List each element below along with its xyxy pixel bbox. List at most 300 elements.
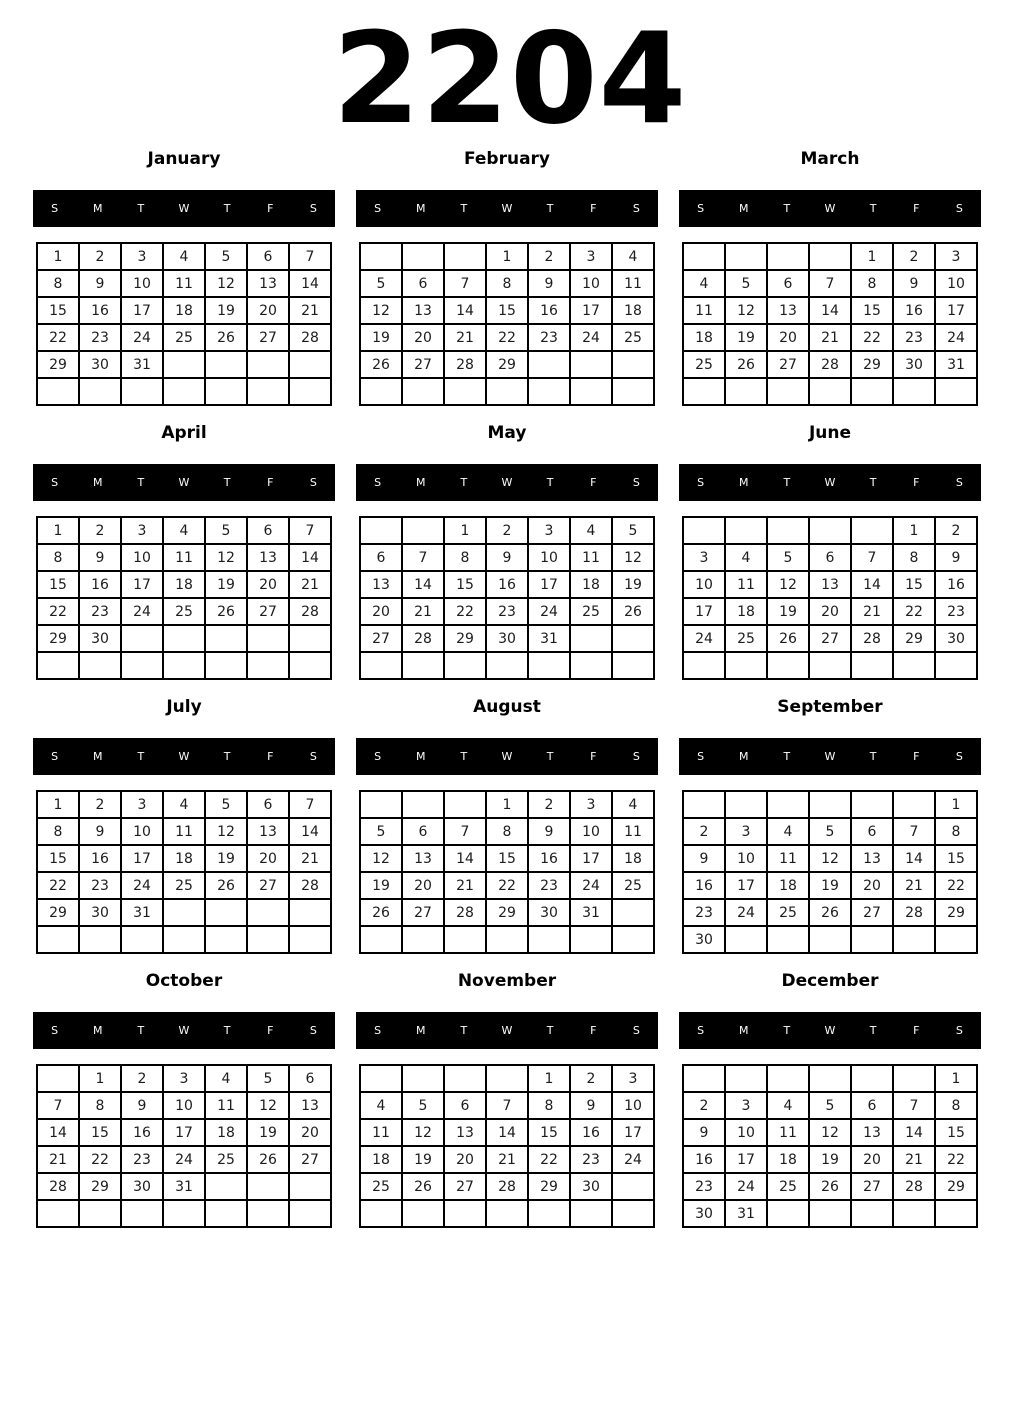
day-cell: 30 — [486, 625, 528, 652]
weekday-label: F — [913, 1024, 920, 1037]
day-cell: 7 — [893, 818, 935, 845]
empty-day-cell — [570, 625, 612, 652]
week-row — [37, 899, 331, 926]
day-cell: 17 — [528, 571, 570, 598]
weekday-label: T — [783, 1024, 791, 1037]
empty-day-cell — [247, 899, 289, 926]
empty-day-cell — [612, 378, 654, 405]
day-cell: 26 — [809, 1173, 851, 1200]
day-cell: 28 — [444, 899, 486, 926]
day-cell: 10 — [121, 818, 163, 845]
day-cell: 18 — [725, 598, 767, 625]
day-cell: 29 — [528, 1173, 570, 1200]
empty-day-cell — [360, 243, 402, 270]
week-row — [360, 571, 654, 598]
weekday-label: W — [824, 750, 836, 763]
day-cell: 25 — [163, 598, 205, 625]
day-cell: 14 — [289, 270, 331, 297]
empty-day-cell — [683, 378, 725, 405]
day-cell: 26 — [205, 324, 247, 351]
day-cell: 18 — [570, 571, 612, 598]
empty-day-cell — [37, 1065, 79, 1092]
day-cell: 14 — [289, 544, 331, 571]
weekday-label: T — [460, 202, 468, 215]
day-cell: 30 — [683, 1200, 725, 1227]
empty-day-cell — [360, 926, 402, 953]
day-cell: 30 — [79, 625, 121, 652]
empty-day-cell — [893, 652, 935, 679]
empty-day-cell — [163, 1200, 205, 1227]
empty-day-cell — [360, 791, 402, 818]
week-row — [37, 1200, 331, 1227]
day-cell: 5 — [360, 270, 402, 297]
week-row — [360, 378, 654, 405]
week-row — [37, 378, 331, 405]
empty-day-cell — [528, 351, 570, 378]
empty-day-cell — [289, 652, 331, 679]
day-cell: 11 — [612, 270, 654, 297]
day-cell: 20 — [767, 324, 809, 351]
day-cell: 26 — [767, 625, 809, 652]
day-cell: 8 — [37, 544, 79, 571]
day-cell: 20 — [851, 872, 893, 899]
day-cell: 3 — [725, 818, 767, 845]
day-cell: 3 — [121, 243, 163, 270]
week-row — [37, 845, 331, 872]
empty-day-cell — [851, 378, 893, 405]
day-cell: 20 — [402, 872, 444, 899]
empty-day-cell — [851, 791, 893, 818]
weekday-label: T — [460, 1024, 468, 1037]
empty-day-cell — [683, 243, 725, 270]
weekday-label: S — [955, 750, 963, 763]
empty-day-cell — [205, 926, 247, 953]
weekday-label: M — [415, 202, 426, 215]
day-cell: 11 — [163, 818, 205, 845]
day-cell: 10 — [570, 818, 612, 845]
day-cell: 12 — [809, 1119, 851, 1146]
day-cell: 31 — [725, 1200, 767, 1227]
day-cell: 22 — [935, 872, 977, 899]
empty-day-cell — [79, 926, 121, 953]
day-cell: 23 — [486, 598, 528, 625]
empty-day-cell — [767, 652, 809, 679]
month-date-grid — [682, 516, 978, 680]
day-cell: 16 — [528, 297, 570, 324]
week-row — [683, 1119, 977, 1146]
week-row — [360, 297, 654, 324]
empty-day-cell — [528, 926, 570, 953]
month-date-grid — [359, 790, 655, 954]
weekday-label: T — [460, 476, 468, 489]
day-cell: 31 — [121, 351, 163, 378]
day-cell: 28 — [851, 625, 893, 652]
day-cell: 14 — [444, 845, 486, 872]
day-cell: 16 — [528, 845, 570, 872]
day-cell: 30 — [570, 1173, 612, 1200]
day-cell: 2 — [528, 243, 570, 270]
day-cell: 6 — [247, 517, 289, 544]
day-cell: 21 — [402, 598, 444, 625]
day-cell: 22 — [893, 598, 935, 625]
empty-day-cell — [683, 791, 725, 818]
empty-day-cell — [360, 517, 402, 544]
day-cell: 19 — [205, 845, 247, 872]
empty-day-cell — [935, 1200, 977, 1227]
day-cell: 1 — [893, 517, 935, 544]
empty-day-cell — [444, 791, 486, 818]
empty-day-cell — [205, 351, 247, 378]
day-cell: 8 — [79, 1092, 121, 1119]
day-cell: 15 — [851, 297, 893, 324]
week-row — [360, 243, 654, 270]
weekday-label: W — [178, 476, 190, 489]
day-cell: 12 — [360, 297, 402, 324]
empty-day-cell — [767, 791, 809, 818]
day-cell: 20 — [360, 598, 402, 625]
empty-day-cell — [809, 1200, 851, 1227]
week-row — [37, 351, 331, 378]
day-cell: 31 — [570, 899, 612, 926]
day-cell: 24 — [725, 1173, 767, 1200]
empty-day-cell — [767, 378, 809, 405]
day-cell: 14 — [486, 1119, 528, 1146]
day-cell: 3 — [570, 243, 612, 270]
day-cell: 16 — [79, 297, 121, 324]
day-cell: 2 — [79, 791, 121, 818]
empty-day-cell — [570, 1200, 612, 1227]
week-row — [360, 926, 654, 953]
month-block-april — [33, 423, 335, 680]
day-cell: 4 — [612, 791, 654, 818]
day-cell: 29 — [893, 625, 935, 652]
empty-day-cell — [37, 926, 79, 953]
month-date-grid — [36, 242, 332, 406]
empty-day-cell — [79, 652, 121, 679]
day-cell: 29 — [37, 625, 79, 652]
day-cell: 4 — [163, 517, 205, 544]
day-cell: 11 — [612, 818, 654, 845]
day-cell: 8 — [851, 270, 893, 297]
empty-day-cell — [163, 378, 205, 405]
day-cell: 10 — [121, 270, 163, 297]
week-row — [683, 1173, 977, 1200]
day-cell: 18 — [163, 845, 205, 872]
empty-day-cell — [205, 1200, 247, 1227]
week-row — [683, 351, 977, 378]
day-cell: 19 — [402, 1146, 444, 1173]
day-cell: 5 — [809, 818, 851, 845]
week-row — [683, 899, 977, 926]
day-cell: 26 — [247, 1146, 289, 1173]
day-cell: 26 — [205, 598, 247, 625]
month-block-june — [679, 423, 981, 680]
day-cell: 26 — [360, 351, 402, 378]
day-cell: 11 — [163, 270, 205, 297]
day-cell: 8 — [486, 270, 528, 297]
weekday-label: T — [223, 476, 231, 489]
empty-day-cell — [612, 625, 654, 652]
day-cell: 29 — [486, 899, 528, 926]
week-row — [37, 872, 331, 899]
empty-day-cell — [612, 926, 654, 953]
week-row — [683, 598, 977, 625]
empty-day-cell — [612, 351, 654, 378]
day-cell: 4 — [570, 517, 612, 544]
day-cell: 10 — [570, 270, 612, 297]
month-title: August — [473, 697, 541, 717]
empty-day-cell — [486, 652, 528, 679]
day-cell: 28 — [486, 1173, 528, 1200]
week-row — [683, 1200, 977, 1227]
empty-day-cell — [851, 652, 893, 679]
day-cell: 20 — [809, 598, 851, 625]
empty-day-cell — [289, 378, 331, 405]
empty-day-cell — [725, 378, 767, 405]
empty-day-cell — [163, 625, 205, 652]
day-cell: 11 — [767, 845, 809, 872]
day-cell: 12 — [612, 544, 654, 571]
weekday-label: F — [590, 750, 597, 763]
day-cell: 17 — [612, 1119, 654, 1146]
month-title: March — [800, 149, 860, 169]
day-cell: 6 — [289, 1065, 331, 1092]
day-cell: 1 — [37, 243, 79, 270]
week-row — [683, 1065, 977, 1092]
day-cell: 27 — [444, 1173, 486, 1200]
day-cell: 6 — [444, 1092, 486, 1119]
weekday-label: S — [374, 476, 382, 489]
day-cell: 15 — [486, 297, 528, 324]
day-cell: 22 — [444, 598, 486, 625]
day-cell: 29 — [486, 351, 528, 378]
empty-day-cell — [360, 378, 402, 405]
empty-day-cell — [205, 625, 247, 652]
day-cell: 4 — [725, 544, 767, 571]
weekday-label: W — [501, 202, 513, 215]
day-cell: 28 — [893, 899, 935, 926]
day-cell: 7 — [37, 1092, 79, 1119]
empty-day-cell — [809, 378, 851, 405]
day-cell: 20 — [851, 1146, 893, 1173]
week-row — [360, 1065, 654, 1092]
day-cell: 13 — [851, 845, 893, 872]
day-cell: 4 — [767, 1092, 809, 1119]
day-cell: 17 — [570, 845, 612, 872]
day-cell: 22 — [37, 324, 79, 351]
day-cell: 3 — [163, 1065, 205, 1092]
day-cell: 24 — [612, 1146, 654, 1173]
day-cell: 14 — [851, 571, 893, 598]
day-cell: 15 — [935, 1119, 977, 1146]
day-cell: 13 — [767, 297, 809, 324]
weekday-label: W — [824, 1024, 836, 1037]
empty-day-cell — [360, 652, 402, 679]
day-cell: 25 — [612, 324, 654, 351]
empty-day-cell — [402, 243, 444, 270]
day-cell: 5 — [767, 544, 809, 571]
empty-day-cell — [444, 926, 486, 953]
day-cell: 27 — [247, 872, 289, 899]
empty-day-cell — [612, 652, 654, 679]
day-cell: 2 — [121, 1065, 163, 1092]
week-row — [360, 1119, 654, 1146]
day-cell: 9 — [935, 544, 977, 571]
empty-day-cell — [767, 243, 809, 270]
empty-day-cell — [767, 926, 809, 953]
day-cell: 24 — [935, 324, 977, 351]
empty-day-cell — [289, 1173, 331, 1200]
week-row — [683, 544, 977, 571]
day-cell: 15 — [37, 571, 79, 598]
day-cell: 4 — [205, 1065, 247, 1092]
week-row — [360, 598, 654, 625]
day-cell: 31 — [121, 899, 163, 926]
day-cell: 8 — [528, 1092, 570, 1119]
month-title: November — [457, 971, 557, 991]
day-cell: 15 — [528, 1119, 570, 1146]
day-cell: 11 — [767, 1119, 809, 1146]
day-cell: 10 — [725, 845, 767, 872]
day-cell: 11 — [570, 544, 612, 571]
day-cell: 26 — [809, 899, 851, 926]
day-cell: 19 — [767, 598, 809, 625]
day-cell: 13 — [360, 571, 402, 598]
day-cell: 1 — [935, 1065, 977, 1092]
weekday-label: S — [309, 1024, 317, 1037]
day-cell: 18 — [612, 845, 654, 872]
day-cell: 4 — [163, 243, 205, 270]
month-block-january — [33, 149, 335, 406]
day-cell: 17 — [570, 297, 612, 324]
weekday-label: S — [51, 476, 59, 489]
day-cell: 3 — [935, 243, 977, 270]
weekday-label: S — [309, 202, 317, 215]
empty-day-cell — [289, 351, 331, 378]
day-cell: 16 — [121, 1119, 163, 1146]
day-cell: 28 — [893, 1173, 935, 1200]
day-cell: 9 — [79, 544, 121, 571]
day-cell: 10 — [612, 1092, 654, 1119]
day-cell: 20 — [247, 845, 289, 872]
day-cell: 2 — [79, 243, 121, 270]
weekday-label: S — [51, 202, 59, 215]
week-row — [360, 517, 654, 544]
empty-day-cell — [612, 1200, 654, 1227]
empty-day-cell — [289, 1200, 331, 1227]
weekday-label: W — [501, 1024, 513, 1037]
day-cell: 27 — [851, 899, 893, 926]
day-cell: 3 — [121, 517, 163, 544]
day-cell: 13 — [809, 571, 851, 598]
day-cell: 15 — [79, 1119, 121, 1146]
day-cell: 24 — [163, 1146, 205, 1173]
weekday-label: M — [92, 750, 103, 763]
weekday-label: F — [267, 476, 274, 489]
weekday-label: S — [632, 476, 640, 489]
day-cell: 6 — [402, 818, 444, 845]
week-row — [683, 324, 977, 351]
day-cell: 17 — [121, 571, 163, 598]
empty-day-cell — [935, 652, 977, 679]
week-row — [360, 872, 654, 899]
day-cell: 9 — [486, 544, 528, 571]
day-cell: 5 — [247, 1065, 289, 1092]
empty-day-cell — [809, 652, 851, 679]
day-cell: 7 — [289, 517, 331, 544]
week-row — [360, 791, 654, 818]
empty-day-cell — [528, 378, 570, 405]
day-cell: 9 — [683, 845, 725, 872]
month-block-may — [356, 423, 658, 680]
day-cell: 9 — [683, 1119, 725, 1146]
week-row — [683, 872, 977, 899]
day-cell: 16 — [683, 872, 725, 899]
weekday-label: S — [632, 750, 640, 763]
weekday-header-bar — [33, 464, 335, 501]
weekday-label: W — [178, 1024, 190, 1037]
day-cell: 9 — [121, 1092, 163, 1119]
weekday-label: T — [137, 476, 145, 489]
day-cell: 23 — [570, 1146, 612, 1173]
day-cell: 25 — [205, 1146, 247, 1173]
week-row — [683, 297, 977, 324]
week-row — [360, 270, 654, 297]
day-cell: 22 — [528, 1146, 570, 1173]
day-cell: 21 — [289, 845, 331, 872]
weekday-label: T — [869, 1024, 877, 1037]
day-cell: 23 — [893, 324, 935, 351]
week-row — [37, 544, 331, 571]
weekday-label: S — [632, 202, 640, 215]
day-cell: 1 — [935, 791, 977, 818]
day-cell: 18 — [767, 1146, 809, 1173]
empty-day-cell — [121, 378, 163, 405]
empty-day-cell — [612, 1173, 654, 1200]
weekday-header-bar — [356, 1012, 658, 1049]
week-row — [37, 791, 331, 818]
day-cell: 29 — [37, 351, 79, 378]
day-cell: 27 — [360, 625, 402, 652]
day-cell: 3 — [725, 1092, 767, 1119]
day-cell: 8 — [935, 818, 977, 845]
day-cell: 4 — [360, 1092, 402, 1119]
day-cell: 12 — [767, 571, 809, 598]
empty-day-cell — [444, 378, 486, 405]
month-date-grid — [36, 516, 332, 680]
day-cell: 23 — [79, 598, 121, 625]
weekday-label: T — [783, 202, 791, 215]
day-cell: 17 — [163, 1119, 205, 1146]
empty-day-cell — [289, 899, 331, 926]
day-cell: 24 — [570, 872, 612, 899]
day-cell: 28 — [289, 324, 331, 351]
day-cell: 28 — [289, 598, 331, 625]
day-cell: 21 — [893, 872, 935, 899]
day-cell: 3 — [683, 544, 725, 571]
day-cell: 26 — [360, 899, 402, 926]
empty-day-cell — [528, 652, 570, 679]
weekday-label: M — [415, 476, 426, 489]
day-cell: 29 — [79, 1173, 121, 1200]
day-cell: 31 — [528, 625, 570, 652]
day-cell: 1 — [79, 1065, 121, 1092]
day-cell: 13 — [247, 818, 289, 845]
day-cell: 3 — [612, 1065, 654, 1092]
day-cell: 16 — [935, 571, 977, 598]
empty-day-cell — [247, 1200, 289, 1227]
empty-day-cell — [612, 899, 654, 926]
